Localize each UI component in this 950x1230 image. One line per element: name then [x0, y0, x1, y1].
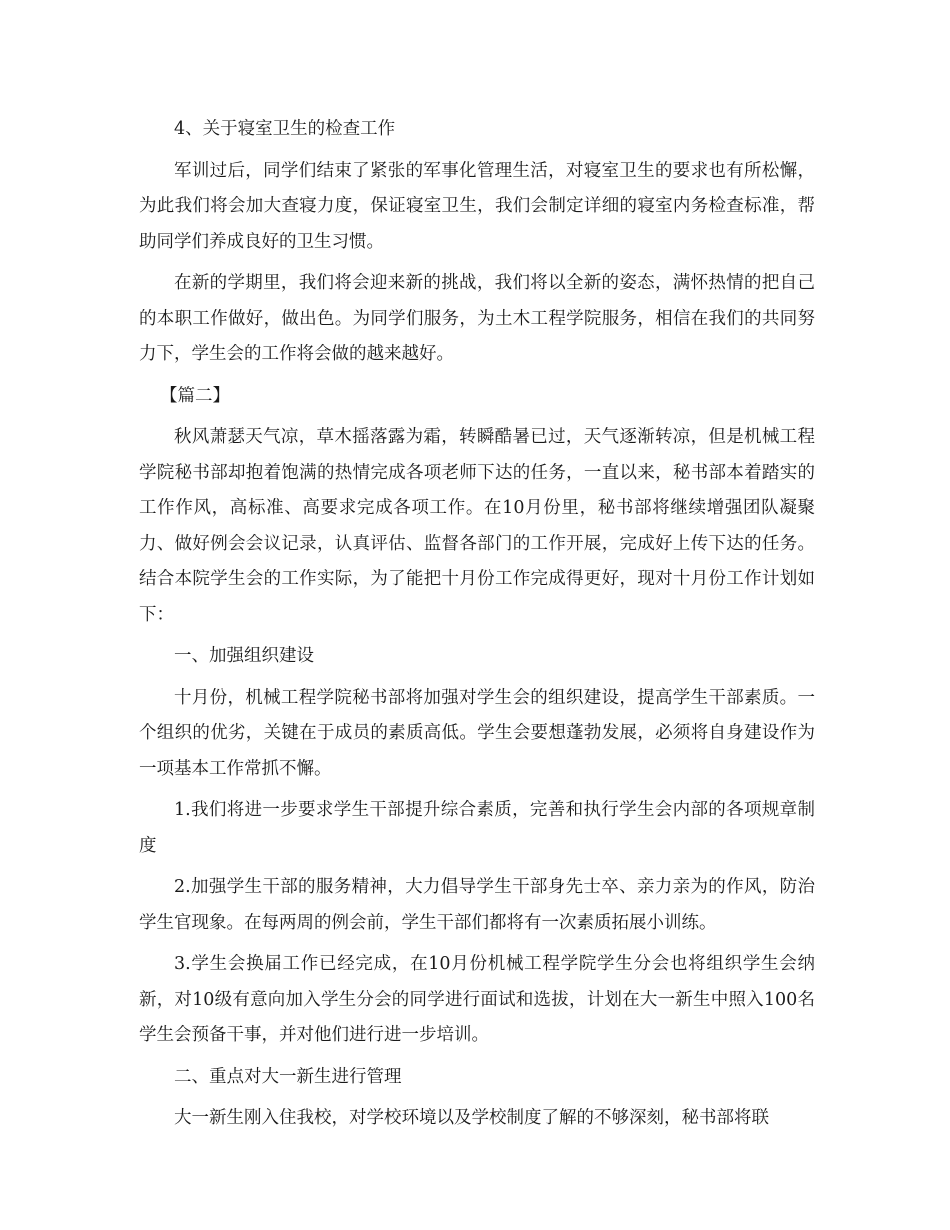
list-item-1: 1.我们将进一步要求学生干部提升综合素质，完善和执行学生会内部的各项规章制度 [139, 800, 815, 856]
heading-organization-building: 一、加强组织建设 [174, 646, 314, 666]
document-body [139, 112, 815, 1143]
paragraph-october-organization: 十月份，机械工程学院秘书部将加强对学生会的组织建设，提高学生干部素质。一个组织的优劣，关键在于成员的素质高低。学生会要想蓬勃发展，必须将自身建设作为一项基本工作常抓不懈。 [139, 687, 815, 779]
paragraph-new-semester: 在新的学期里，我们将会迎来新的挑战，我们将以全新的姿态，满怀热情的把自己的本职工作做好，做出色。为同学们服务，为土木工程学院服务，相信在我们的共同努力下，学生会的工作将会做的越来越好。 [139, 273, 815, 364]
list-item-2: 2.加强学生干部的服务精神，大力倡导学生干部身先士卒、亲力亲为的作风，防治学生官现象。在每两周的例会前，学生干部们都将有一次素质拓展小训练。 [139, 877, 815, 933]
list-item-3: 3.学生会换届工作已经完成，在10月份机械工程学院学生分会也将组织学生会纳新，对10级有意向加入学生分会的同学进行面试和选拔，计划在大一新生中照入100名学生会预备干事，并对他们进行进一步培训。 [139, 954, 815, 1045]
heading-dorm-inspection: 4、关于寝室卫生的检查工作 [174, 119, 396, 139]
heading-freshman-management: 二、重点对大一新生进行管理 [174, 1066, 402, 1087]
paragraph-freshman-intro: 大一新生刚入住我校，对学校环境以及学校制度了解的不够深刻，秘书部将联 [174, 1108, 769, 1128]
paragraph-dorm-hygiene: 军训过后，同学们结束了紧张的军事化管理生活，对寝室卫生的要求也有所松懈，为此我们将会加大查寝力度，保证寝室卫生，我们会制定详细的寝室内务检查标准，帮助同学们养成良好的卫生习惯。 [139, 160, 815, 252]
section-title-part-two: 【篇二】 [160, 385, 230, 406]
paragraph-autumn-intro: 秋风萧瑟天气凉，草木摇落露为霜，转瞬酷暑已过，天气逐渐转凉，但是机械工程学院秘书部却抱着饱满的热情完成各项老师下达的任务，一直以来，秘书部本着踏实的工作作风，高标准、高要求完成各项工作。在10月份里，秘书部将继续增强团队凝聚力、做好例会会议记录，认真评估、监督各部门的工作开展，完成好上传下达的任务。结合本院学生会的工作实际，为了能把十月份工作完成得更好，现对十月份工作计划如下： [139, 427, 815, 625]
